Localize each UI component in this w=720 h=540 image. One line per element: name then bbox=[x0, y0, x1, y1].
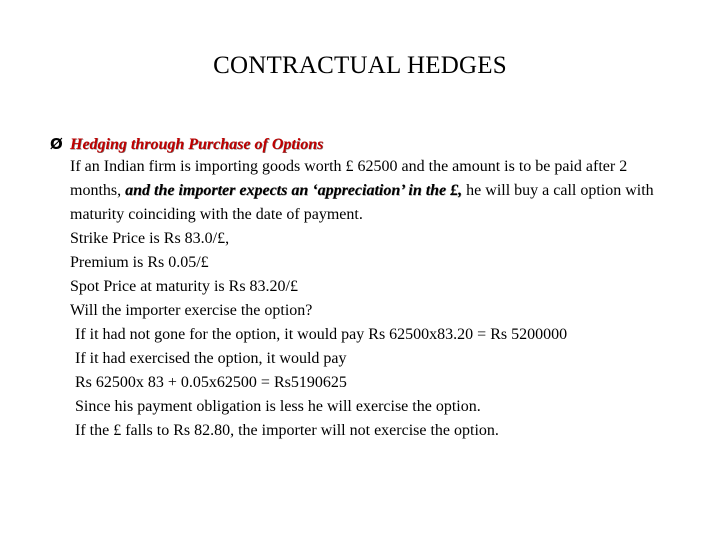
intro-text-end: he will buy a call option with maturity coinciding with the date of payment. bbox=[70, 182, 654, 223]
intro-paragraph bbox=[70, 155, 670, 227]
exercised-line: If it had exercised the option, it would pay bbox=[75, 350, 347, 367]
slide-body bbox=[70, 155, 670, 443]
spot-price-line: Spot Price at maturity is Rs 83.20/£ bbox=[70, 278, 298, 295]
exercised-cost-line: Rs 62500x 83 + 0.05x62500 = Rs5190625 bbox=[75, 374, 347, 391]
question-line: Will the importer exercise the option? bbox=[70, 302, 313, 319]
premium-line: Premium is Rs 0.05/£ bbox=[70, 254, 209, 271]
section-heading: Hedging through Purchase of Options bbox=[70, 136, 324, 153]
strike-price-line: Strike Price is Rs 83.0/£, bbox=[70, 230, 230, 247]
arrow-bullet-icon: Ø bbox=[50, 135, 63, 153]
conclusion-line: Since his payment obligation is less he will exercise the option. bbox=[75, 398, 481, 415]
intro-text: If an Indian firm is importing goods worth £ 62500 and the amount is to be paid after 2 months, bbox=[70, 158, 628, 199]
fall-case-line: If the £ falls to Rs 82.80, the importer will not exercise the option. bbox=[75, 422, 499, 439]
intro-emphasis: and the importer expects an ‘appreciation’ in the £, bbox=[125, 182, 463, 199]
bullet-heading-row bbox=[50, 132, 323, 157]
no-option-cost-line: If it had not gone for the option, it would pay Rs 62500x83.20 = Rs 5200000 bbox=[75, 326, 568, 343]
slide-title: CONTRACTUAL HEDGES bbox=[213, 52, 507, 79]
